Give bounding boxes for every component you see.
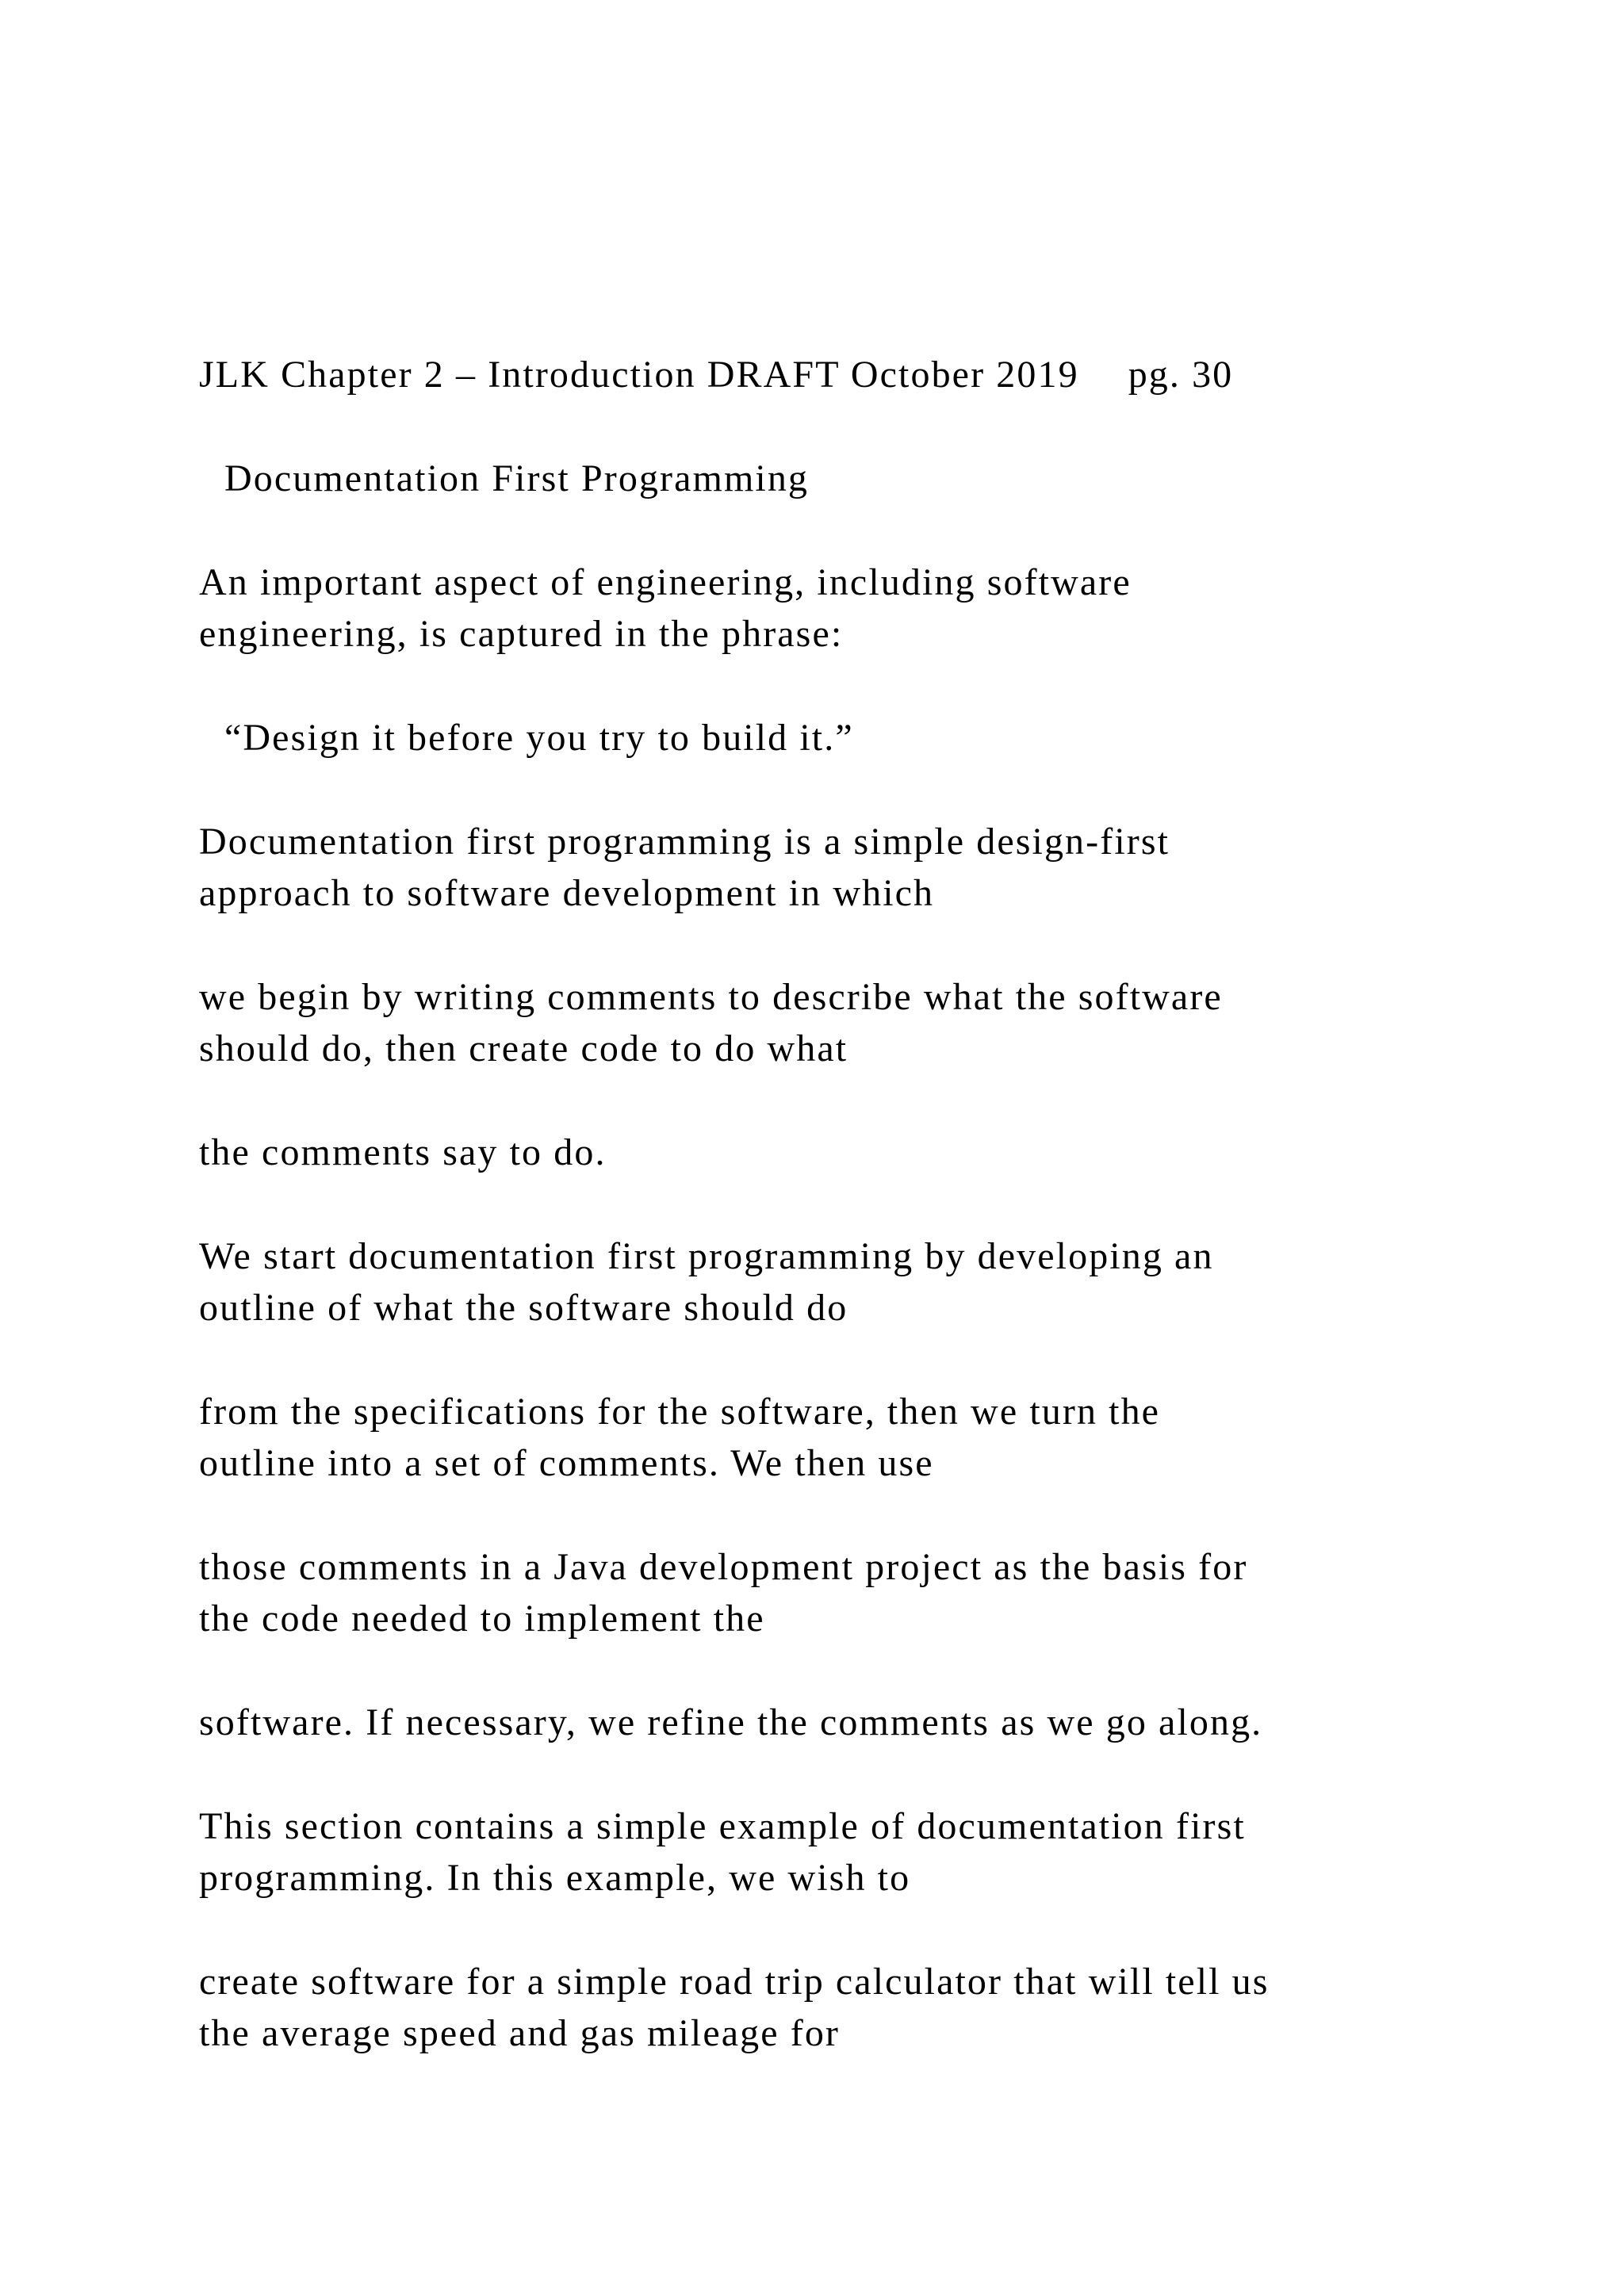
page-number: pg. 30 <box>1128 354 1234 396</box>
paragraph-line: the comments say to do. <box>199 1131 607 1173</box>
paragraph-line: engineering, is captured in the phrase: <box>199 613 844 655</box>
paragraph-line: We start documentation first programming by developing an <box>199 1235 1214 1277</box>
paragraph-11 <box>199 1956 1436 2059</box>
paragraph-line: should do, then create code to do what <box>199 1027 848 1070</box>
paragraph-line: approach to software development in which <box>199 872 935 914</box>
paragraph-5 <box>199 1127 1436 1178</box>
paragraph-line: the code needed to implement the <box>199 1598 765 1640</box>
quote-line: “Design it before you try to build it.” <box>224 717 854 759</box>
paragraph-3 <box>199 816 1436 919</box>
paragraph-6 <box>199 1230 1436 1334</box>
paragraph-line: software. If necessary, we refine the comments as we go along. <box>199 1701 1263 1743</box>
paragraph-line: outline into a set of comments. We then use <box>199 1442 934 1484</box>
running-header <box>199 349 1436 400</box>
section-title: Documentation First Programming <box>224 457 810 499</box>
header-title: JLK Chapter 2 – Introduction DRAFT October 2019 <box>199 354 1079 396</box>
paragraph-line: An important aspect of engineering, including software <box>199 561 1132 603</box>
document-body <box>199 349 1436 2111</box>
quote <box>199 712 1436 763</box>
paragraph-line: This section contains a simple example of documentation first <box>199 1805 1246 1847</box>
paragraph-8 <box>199 1541 1436 1644</box>
paragraph-9 <box>199 1697 1436 1748</box>
paragraph-line: those comments in a Java development project as the basis for <box>199 1546 1248 1588</box>
paragraph-4 <box>199 971 1436 1074</box>
paragraph-line: we begin by writing comments to describe what the software <box>199 976 1223 1018</box>
paragraph-line: create software for a simple road trip calculator that will tell us <box>199 1961 1270 2003</box>
paragraph-10 <box>199 1800 1436 1904</box>
paragraph-7 <box>199 1386 1436 1489</box>
paragraph-1 <box>199 557 1436 660</box>
paragraph-line: Documentation first programming is a simple design-first <box>199 821 1170 863</box>
paragraph-line: programming. In this example, we wish to <box>199 1857 911 1899</box>
paragraph-line: outline of what the software should do <box>199 1287 848 1329</box>
paragraph-line: from the specifications for the software, then we turn the <box>199 1391 1161 1433</box>
paragraph-line: the average speed and gas mileage for <box>199 2012 841 2054</box>
